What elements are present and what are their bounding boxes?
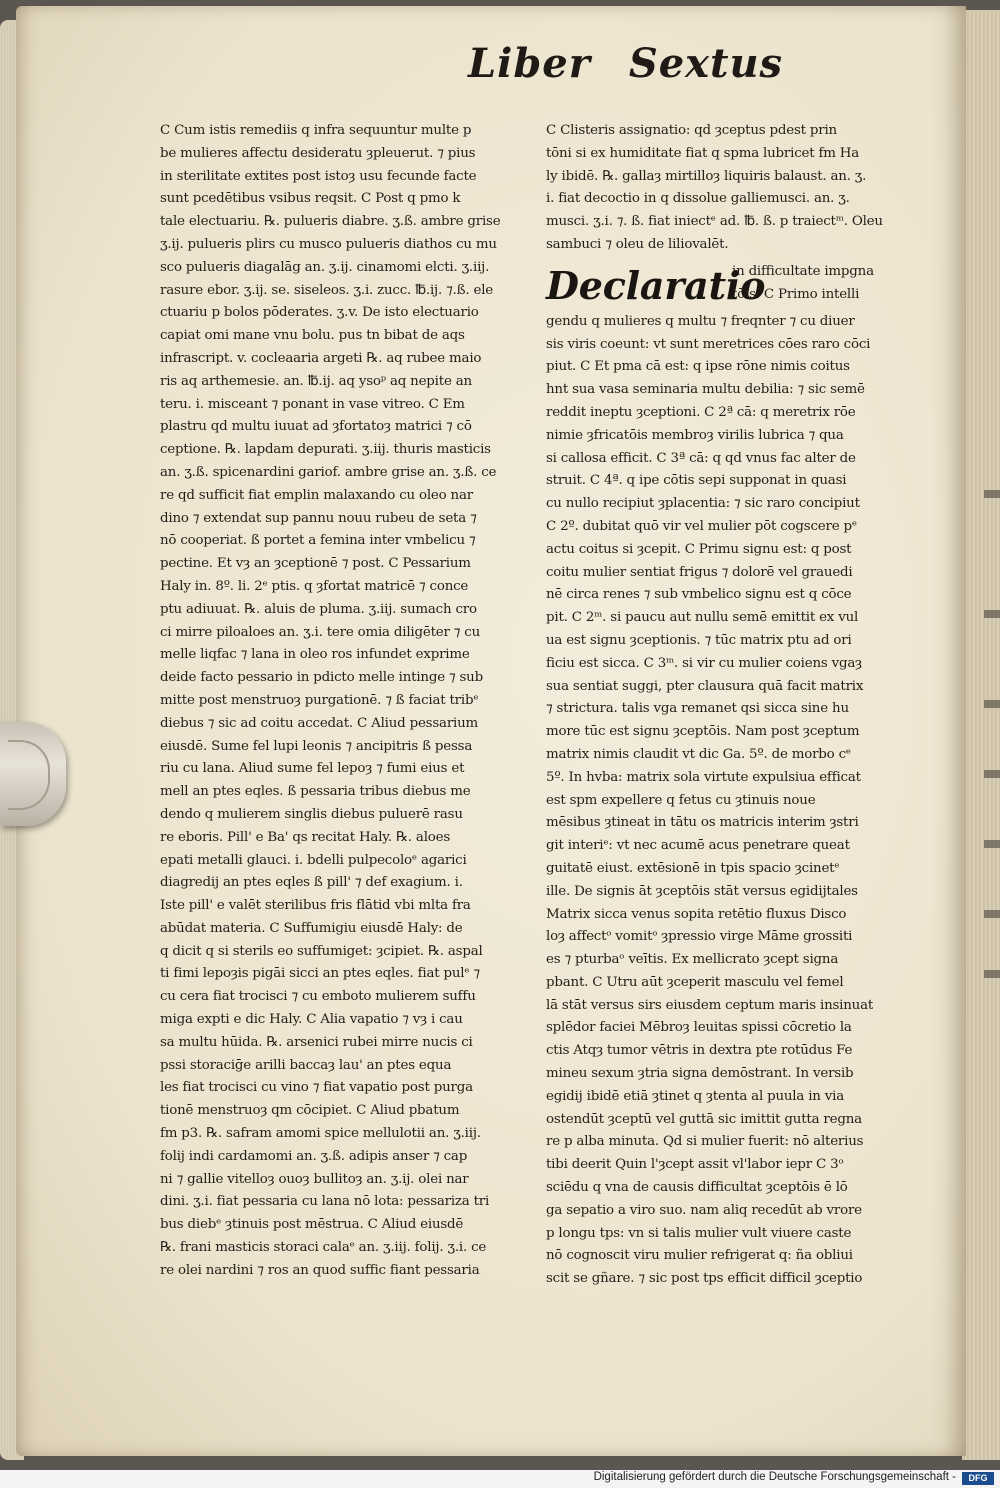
text-line: mēsibus ȝtineat in tātu os matricis interim ȝstri — [546, 815, 859, 831]
text-line: pbant. C Utru aūt ȝceperit masculu vel femel — [546, 974, 844, 990]
text-line: pectine. Et vȝ an ȝceptionē ⁊ post. C Pessarium — [160, 556, 471, 572]
text-line: lā stāt versus sirs eiusdem ceptum maris insinuat — [546, 997, 874, 1013]
text-line: ris aq arthemesie. an. ℔.ij. aq ysoᵖ aq nepite an — [160, 373, 472, 389]
text-line: cu nullo recipiut ȝplacentia: ⁊ sic raro concipiut — [546, 496, 860, 512]
text-line: eiusdē. Sume fel lupi leonis ⁊ ancipitris ß pessa — [160, 738, 473, 754]
text-line: folij indi cardamomi an. ʒ.ß. adipis anser ⁊ cap — [160, 1148, 468, 1164]
text-line: sis viris coeunt: vt sunt meretrices cōes raro cōci — [546, 336, 871, 352]
running-head-right: Sextus — [628, 40, 784, 87]
text-line: guitatē eiust. extēsionē in tpis spacio ȝcinetᵉ — [546, 860, 840, 876]
text-line: re p alba minuta. Qd si mulier fuerit: nō alterius — [546, 1134, 864, 1150]
text-line: ℞. frani masticis storaci calaᵉ an. ʒ.iij. folij. ʒ.i. ce — [160, 1240, 487, 1256]
text-line: Iste pill' e valēt sterilibus fris flātid vbi mlta fra — [160, 898, 471, 914]
running-head — [468, 40, 784, 100]
text-line: ʒ.ij. pulueris plirs cu musco pulueris diathos cu mu — [160, 236, 497, 252]
text-line: sco pulueris diagalāg an. ʒ.ij. cinamomi elcti. ʒ.iij. — [160, 259, 490, 275]
text-line: teru. i. misceant ⁊ ponant in vase vitreo. C Em — [160, 396, 465, 412]
text-line: hnt sua vasa seminaria multu debilia: ⁊ sic semē — [546, 382, 865, 398]
text-line: ficiu est sicca. C 3ᵐ. si vir cu mulier coiens vgaȝ — [546, 655, 862, 671]
text-line: scit se gñare. ⁊ sic post tps efficit difficil ȝceptio — [546, 1271, 863, 1287]
text-line: infrascript. v. cocleaaria argeti ℞. aq rubee maio — [160, 350, 482, 366]
heading-side-line: tōis. C Primo intelli — [732, 286, 860, 302]
heading-declaratio: Declaratio — [546, 262, 766, 308]
text-line: ⁊ strictura. talis vga remanet qsi sicca sine hu — [546, 701, 849, 717]
text-line: dendo q mulierem singlis diebus puluerē rasu — [160, 806, 463, 822]
text-line: Matrix sicca venus sopita retētio fluxus Disco — [546, 906, 847, 922]
text-line: ga sepatio a viro suo. nam aliq recedūt ab vrore — [546, 1202, 862, 1218]
text-line: pssi storaciḡe arilli baccaȝ lau' an ptes equa — [160, 1057, 452, 1073]
right-column-top — [546, 120, 908, 257]
text-line: sa multu hūida. ℞. arsenici rubei mirre nucis ci — [160, 1034, 473, 1050]
text-line: es ⁊ pturbaᵒ veītis. Ex mellicrato ȝcept signa — [546, 952, 839, 968]
text-line: p longu tps: vn si talis mulier vult viuere caste — [546, 1225, 852, 1241]
text-line: re eboris. Pill' e Ba' qs recitat Haly. ℞. aloes — [160, 829, 451, 845]
text-line: actu coitus si ȝcepit. C Primu signu est: q post — [546, 541, 852, 557]
text-column-right — [546, 120, 908, 1291]
text-line: tale electuariu. ℞. pulueris diabre. ʒ.ß. ambre grise — [160, 214, 501, 230]
text-line: C 2º. dubitat quō vir vel mulier pōt cogscere pᵉ — [546, 518, 857, 534]
text-line: ti fimi lepoȝis pigāi sicci an ptes eqles. fiat pulᵉ ⁊ — [160, 966, 480, 982]
text-line: ptu adiuuat. ℞. aluis de pluma. ʒ.iij. sumach cro — [160, 601, 477, 617]
text-line: C Cum istis remediis q infra sequuntur multe p — [160, 123, 472, 138]
text-line: Haly in. 8º. li. 2ᵉ ptis. q ȝfortat matricē ⁊ conce — [160, 578, 469, 594]
text-line: diagredij an ptes eqles ß pill' ⁊ def exagium. i. — [160, 875, 463, 891]
text-line: ostendūt ȝceptū vel guttā sic imittit gutta regna — [546, 1111, 862, 1127]
text-line: re qd sufficit fiat emplin malaxando cu oleo nar — [160, 487, 473, 503]
text-line: ceptione. ℞. lapdam depurati. ʒ.iij. thuris masticis — [160, 442, 491, 458]
text-line: miga expti e dic Haly. C Alia vapatio ⁊ vȝ i cau — [160, 1012, 463, 1028]
text-line: ua est signu ȝceptionis. ⁊ tūc matrix ptu ad ori — [546, 632, 852, 648]
section-heading — [546, 261, 908, 311]
text-line: nō cooperiat. ß portet a femina inter vmbelicu ⁊ — [160, 533, 476, 549]
heading-side-line: in difficultate impgna — [732, 263, 874, 279]
text-line: gendu q mulieres q multu ⁊ freqnter ⁊ cu diuer — [546, 313, 855, 329]
text-line: sua sentiat suggi, pter clausura quā facit matrix — [546, 678, 864, 694]
heading-side-lines — [732, 261, 912, 307]
text-line: ci mirre piloaloes an. ʒ.i. tere omia diligēter ⁊ cu — [160, 624, 480, 640]
text-line: deide facto pessario in pdicto melle intinge ⁊ sub — [160, 670, 483, 686]
text-line: reddit ineptu ȝceptioni. C 2ª cā: q meretrix rōe — [546, 404, 856, 420]
text-line: sambuci ⁊ oleu de liliovalēt. — [546, 236, 729, 252]
footer-credit: Digitalisierung gefördert durch die Deutsche Forschungsgemeinschaft - — [593, 1471, 956, 1483]
text-line: musci. ʒ.i. ⁊. ß. fiat iniectᵉ ad. ℔. ß. p traiectᵐ. Oleu — [546, 214, 883, 230]
text-line: matrix nimis claudit vt dic Ga. 5º. de morbo cᵉ — [546, 746, 851, 762]
text-line: riu cu lana. Aliud sume fel lepoȝ ⁊ fumi eius et — [160, 761, 465, 777]
text-line: egidij ibidē etiā ȝtinet q ȝtenta al puula in via — [546, 1088, 845, 1104]
running-head-left: Liber — [468, 40, 591, 87]
text-line: q dicit q si sterils eo suffumiget: ȝcipiet. ℞. aspal — [160, 943, 483, 959]
text-line: tionē menstruoȝ qm cōcipiet. C Aliud pbatum — [160, 1103, 460, 1119]
text-line: i. fiat decoctio in q dissolue galliemusci. an. ʒ. — [546, 191, 850, 207]
text-line: ly ibidē. ℞. gallaȝ mirtilloȝ liquiris balaust. an. ʒ. — [546, 168, 867, 184]
text-line: diebus ⁊ sic ad coitu accedat. C Aliud pessarium — [160, 715, 479, 731]
text-line: piut. C Et pma cā est: q ipse rōne nimis coitus — [546, 359, 850, 375]
text-line: C Clisteris assignatio: qd ȝceptus pdest prin — [546, 123, 837, 138]
text-line: fm p3. ℞. safram amomi spice mellulotii an. ʒ.iij. — [160, 1126, 481, 1142]
text-line: nō cognoscit viru mulier refrigerat q: ña obliui — [546, 1248, 853, 1264]
text-line: be mulieres affectu desideratu ȝpleuerut. ⁊ pius — [160, 145, 476, 161]
page-clip — [0, 722, 66, 826]
text-line: ctis Atqȝ tumor vētris in dextra pte rotūdus Fe — [546, 1043, 853, 1059]
text-line: re olei nardini ⁊ ros an quod suffic fiant pessaria — [160, 1262, 480, 1278]
text-line: les fiat trocisci cu vino ⁊ fiat vapatio post purga — [160, 1080, 473, 1096]
text-column-left — [160, 120, 540, 1283]
right-column-body — [546, 311, 908, 1291]
text-line: capiat omi mane vnu bolu. pus tn bibat de aqs — [160, 328, 465, 344]
text-line: mitte post menstruoȝ purgationē. ⁊ ß faciat tribᵉ — [160, 692, 479, 708]
text-line: struit. C 4ª. q ipe cōtis sepi supponat in quasi — [546, 473, 847, 489]
text-line: tibi deerit Quin l'ȝcept assit vl'labor iepr C 3ᵒ — [546, 1157, 844, 1173]
text-line: more tūc est signu ȝceptōis. Nam post ȝceptum — [546, 724, 860, 740]
text-line: ni ⁊ gallie vitelloȝ ouoȝ bullitoȝ an. ʒ.ij. olei nar — [160, 1171, 469, 1187]
text-line: epati metalli glauci. i. bdelli pulpecoloᵉ agarici — [160, 852, 467, 868]
page-edge-right — [962, 10, 1000, 1460]
text-line: splēdor faciei Mēbroȝ leuitas spissi cōcretio la — [546, 1020, 852, 1036]
text-line: an. ʒ.ß. spicenardini gariof. ambre grise an. ʒ.ß. ce — [160, 464, 497, 480]
footer-bar — [0, 1470, 1000, 1488]
text-line: melle liqfac ⁊ lana in oleo ros infundet exprime — [160, 647, 470, 663]
text-line: ille. De signis āt ȝceptōis stāt versus egidijtales — [546, 883, 858, 899]
dfg-logo: DFG — [962, 1472, 994, 1485]
text-line: rasure ebor. ʒ.ij. se. siseleos. ʒ.i. zucc. ℔.ij. ⁊.ß. ele — [160, 282, 493, 298]
text-line: 5º. In hvba: matrix sola virtute expulsiua efficat — [546, 769, 861, 785]
text-line: est spm expellere q fetus cu ȝtinuis noue — [546, 792, 816, 808]
text-line: dino ⁊ extendat sup pannu nouu rubeu de seta ⁊ — [160, 510, 477, 526]
text-line: plastru qd multu iuuat ad ȝfortatoȝ matrici ⁊ cō — [160, 419, 472, 435]
text-line: sciēdu q vna de causis difficultat ȝceptōis ē lō — [546, 1180, 848, 1196]
text-line: git interiᵉ: vt nec acumē acus penetrare queat — [546, 838, 850, 854]
text-line: dini. ʒ.i. fiat pessaria cu lana nō lota: pessariza tri — [160, 1194, 490, 1210]
text-line: nē circa renes ⁊ sub vmbelico signu est q cōce — [546, 587, 852, 603]
text-line: pit. C 2ᵐ. si paucu aut nullu semē emittit ex vul — [546, 610, 859, 626]
text-line: nimie ȝfricatōis membroȝ virilis lubrica ⁊ qua — [546, 427, 844, 443]
text-line: mineu sexum ȝtria signa demōstrant. In versib — [546, 1066, 854, 1082]
text-line: tōni si ex humiditate fiat q spma lubricet fm Ha — [546, 145, 860, 161]
text-line: ctuariu p bolos pōderates. ʒ.v. De isto electuario — [160, 305, 479, 321]
text-line: coitu mulier sentiat frigus ⁊ dolorē vel grauedi — [546, 564, 853, 580]
text-line: loȝ affectᵒ vomitᵒ ȝpressio virge Māme grossiti — [546, 929, 853, 945]
text-line: bus diebᵉ ȝtinuis post mēstrua. C Aliud eiusdē — [160, 1217, 464, 1233]
text-line: abūdat materia. C Suffumigiu eiusdē Haly: de — [160, 920, 463, 936]
text-line: in sterilitate extites post istoȝ usu fecunde facte — [160, 168, 477, 184]
text-line: mell an ptes eqles. ß pessaria tribus diebus me — [160, 784, 471, 800]
text-line: sunt pcedētibus vsibus reqsit. C Post q pmo k — [160, 191, 461, 207]
text-line: si callosa efficit. C 3ª cā: q qd vnus fac alter de — [546, 450, 856, 466]
text-line: cu cera fiat trocisci ⁊ cu emboto mulierem suffu — [160, 989, 476, 1005]
